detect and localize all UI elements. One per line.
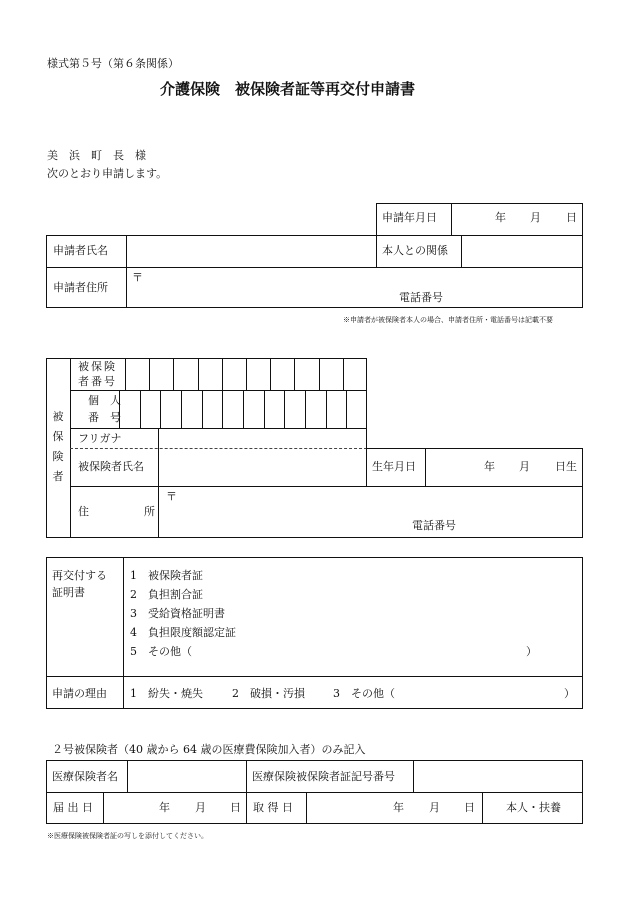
personal-number-label-2: 番 号 <box>88 411 121 424</box>
type2-note: ※医療保険被保険者証の写しを添付してください。 <box>47 832 208 840</box>
acquired-year: 年 <box>393 801 404 814</box>
birth-date-field[interactable] <box>426 449 582 485</box>
insured-number-label-2: 者番号 <box>78 375 117 388</box>
birth-date-label: 生年月日 <box>372 460 416 473</box>
reissue-other-field[interactable] <box>200 642 520 660</box>
applicant-address-label: 申請者住所 <box>53 281 108 294</box>
digit-cell-divider <box>149 358 150 390</box>
furigana-label: フリガナ <box>78 432 122 445</box>
furigana-field[interactable] <box>159 429 366 447</box>
side-char: 保 <box>52 430 64 443</box>
acquired-month: 月 <box>429 801 440 814</box>
reason-label: 申請の理由 <box>52 687 107 700</box>
digit-cell-divider <box>243 390 244 428</box>
reason-option[interactable]: 1 紛失・焼失 <box>130 687 203 700</box>
insured-phone-label: 電話番号 <box>412 519 456 532</box>
reissue-option[interactable]: 4 負担限度額認定証 <box>130 626 236 639</box>
dependent-option[interactable]: 本人・扶養 <box>506 801 561 814</box>
digit-cell-divider <box>346 390 347 428</box>
acquired-date-label: 取 得 日 <box>253 801 293 814</box>
digit-cell-divider <box>222 390 223 428</box>
applicant-phone-label: 電話番号 <box>399 291 443 304</box>
application-date-year: 年 <box>495 211 506 224</box>
reissue-option[interactable]: 2 負担割合証 <box>130 588 203 601</box>
insurer-name-field[interactable] <box>128 761 245 791</box>
applicant-postal-mark: 〒 <box>132 271 143 284</box>
digit-cell-divider <box>305 390 306 428</box>
personal-number-cells[interactable] <box>119 390 367 428</box>
digit-cell-divider <box>343 358 344 390</box>
card-number-field[interactable] <box>414 761 582 791</box>
side-char: 険 <box>52 450 64 463</box>
reissue-option[interactable]: 1 被保険者証 <box>130 569 203 582</box>
other-close-paren: ） <box>526 645 537 658</box>
insured-name-field[interactable] <box>159 449 366 485</box>
application-date-day: 日 <box>566 211 577 224</box>
side-char: 被 <box>52 410 64 423</box>
filed-date-field[interactable] <box>104 793 245 822</box>
reason-option[interactable]: 2 破損・汚損 <box>232 687 305 700</box>
reason-other-field[interactable] <box>400 682 560 702</box>
digit-cell-divider <box>198 358 199 390</box>
applicant-note: ※申請者が被保険者本人の場合、申請者住所・電話番号は記載不要 <box>343 316 553 324</box>
filed-day: 日 <box>230 801 241 814</box>
personal-number-label: 個 人 <box>88 394 121 407</box>
form-number: 様式第５号（第６条関係） <box>47 57 179 70</box>
filed-date-label: 届 出 日 <box>53 801 93 814</box>
reissue-option[interactable]: 5 その他（ <box>130 645 192 658</box>
insured-postal-mark: 〒 <box>166 490 177 503</box>
card-number-label: 医療保険被保険者証記号番号 <box>252 770 395 783</box>
insurer-name-label: 医療保険者名 <box>52 770 118 783</box>
birth-month: 月 <box>519 460 530 473</box>
birth-year: 年 <box>484 460 495 473</box>
digit-cell-divider <box>270 358 271 390</box>
reason-option[interactable]: 3 その他（ <box>333 687 395 700</box>
digit-cell-divider <box>246 358 247 390</box>
reissue-label: 再交付する <box>52 569 107 582</box>
reissue-option[interactable]: 3 受給資格証明書 <box>130 607 225 620</box>
birth-day: 日生 <box>555 460 577 473</box>
applicant-name-field[interactable] <box>127 236 375 266</box>
recipient: 美 浜 町 長 様 <box>47 149 146 162</box>
digit-cell-divider <box>160 390 161 428</box>
acquired-date-field[interactable] <box>307 793 481 822</box>
digit-cell-divider <box>222 358 223 390</box>
application-date-month: 月 <box>530 211 541 224</box>
relation-field[interactable] <box>462 236 582 266</box>
insured-name-label: 被保険者氏名 <box>78 460 144 473</box>
digit-cell-divider <box>284 390 285 428</box>
insured-address-field[interactable] <box>159 487 582 536</box>
filed-month: 月 <box>195 801 206 814</box>
insured-address-label-2: 所 <box>144 505 155 518</box>
filed-year: 年 <box>159 801 170 814</box>
acquired-day: 日 <box>464 801 475 814</box>
digit-cell-divider <box>202 390 203 428</box>
applicant-name-label: 申請者氏名 <box>53 244 108 257</box>
insured-number-label: 被保険 <box>78 360 117 373</box>
insured-address-label: 住 <box>78 505 89 518</box>
digit-cell-divider <box>264 390 265 428</box>
digit-cell-divider <box>319 358 320 390</box>
digit-cell-divider <box>181 390 182 428</box>
applicant-address-field[interactable] <box>127 268 582 306</box>
page-title: 介護保険 被保険者証等再交付申請書 <box>160 80 416 98</box>
insured-number-cells[interactable] <box>125 358 367 390</box>
type2-heading: ２号被保険者（40 歳から 64 歳の医療費保険加入者）のみ記入 <box>52 743 366 756</box>
digit-cell-divider <box>173 358 174 390</box>
application-date-field[interactable] <box>452 204 582 234</box>
reissue-label-2: 証明書 <box>52 586 85 599</box>
side-char: 者 <box>52 470 64 483</box>
application-date-label: 申請年月日 <box>382 211 437 224</box>
reason-close-paren: ） <box>564 687 575 700</box>
digit-cell-divider <box>294 358 295 390</box>
intro-text: 次のとおり申請します。 <box>47 167 168 180</box>
relation-label: 本人との関係 <box>382 244 448 257</box>
digit-cell-divider <box>140 390 141 428</box>
digit-cell-divider <box>326 390 327 428</box>
